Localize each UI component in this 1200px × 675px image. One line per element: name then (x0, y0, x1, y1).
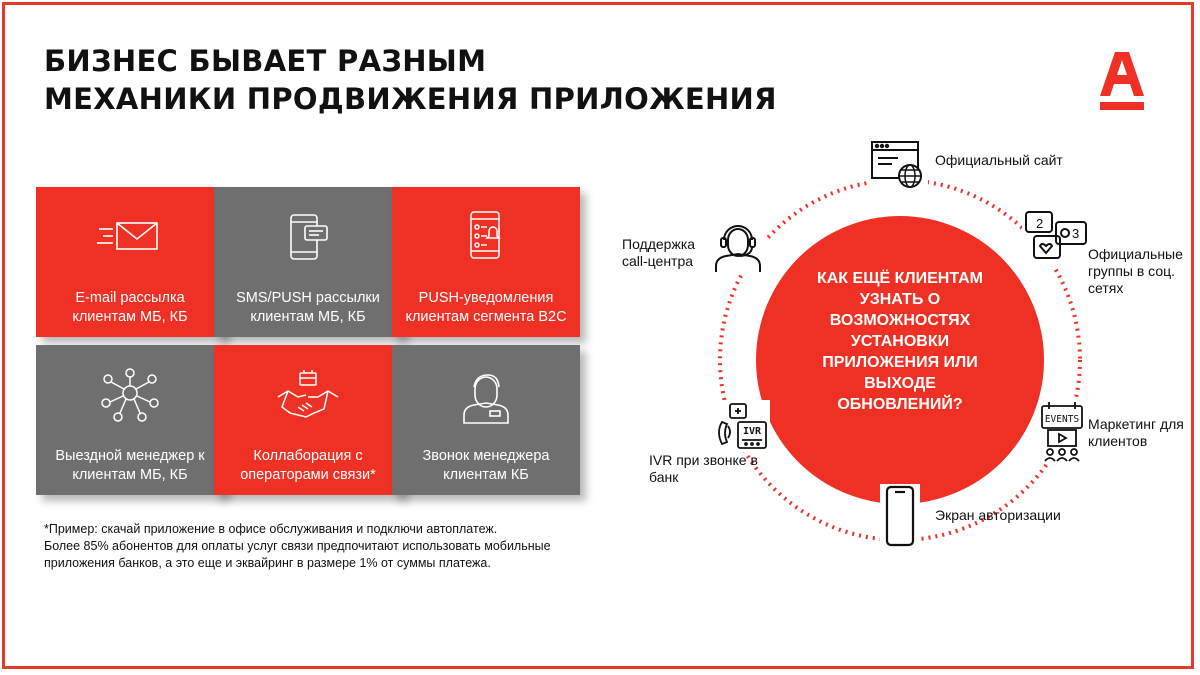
label-social-line-3: сетях (1088, 280, 1124, 296)
label-ivr (649, 452, 758, 486)
manager-icon (461, 369, 511, 425)
tile-label: Выездной менеджер к клиентам МБ, КБ (55, 448, 205, 483)
tile-push-b2c (392, 187, 580, 337)
tile-email (36, 187, 224, 337)
tile-sms-push (214, 187, 402, 337)
badge-1: 2 (1036, 216, 1044, 231)
push-notification-icon (461, 209, 511, 261)
label-marketing-line-2: клиентов (1088, 433, 1148, 449)
ivr-badge: IVR (742, 426, 762, 437)
footnote-line-2: Более 85% абонентов для оплаты услуг связи предпочитают использовать мобильные (44, 539, 551, 553)
label-support (622, 236, 695, 270)
events-badge: EVENTS (1044, 414, 1080, 425)
social-groups-icon (1022, 206, 1090, 266)
email-icon (95, 217, 165, 257)
tile-field-manager (36, 345, 224, 495)
website-icon (868, 138, 928, 190)
label-support-line-2: call-центра (622, 253, 694, 269)
label-ivr-line-1: IVR при звонке в (649, 452, 758, 468)
headset-operator-icon (710, 218, 766, 274)
footnote-line-3: приложения банков, а это еще и эквайринг в размере 1% от суммы платежа. (44, 556, 491, 570)
badge-2: 3 (1072, 226, 1080, 241)
label-marketing (1088, 416, 1184, 450)
tile-manager-call (392, 345, 580, 495)
tile-label: E-mail рассылка клиентам МБ, КБ (72, 290, 188, 325)
tile-label: Коллаборация с операторами связи* (240, 448, 376, 483)
label-auth: Экран авторизации (935, 507, 1061, 523)
label-social-line-1: Официальные (1088, 246, 1183, 262)
tile-label: PUSH-уведомления клиентам сегмента B2C (405, 290, 567, 325)
alfa-bank-logo-icon (1098, 50, 1146, 112)
label-site: Официальный сайт (935, 152, 1063, 168)
network-icon (98, 367, 162, 425)
label-social-line-2: группы в соц. (1088, 263, 1176, 279)
center-question: КАК ЕЩЁ КЛИЕНТАМ УЗНАТЬ О ВОЗМОЖНОСТЯХ УСТАНОВКИ ПРИЛОЖЕНИЯ ИЛИ ВЫХОДЕ ОБНОВЛЕНИЙ? (816, 270, 984, 413)
smartphone-icon (880, 484, 920, 548)
label-ivr-line-2: банк (649, 469, 679, 485)
label-marketing-line-1: Маркетинг для (1088, 416, 1184, 432)
footnote (44, 521, 604, 572)
tile-label: SMS/PUSH рассылки клиентам МБ, КБ (236, 290, 380, 325)
page-title (44, 42, 777, 118)
label-social (1088, 246, 1183, 297)
label-support-line-1: Поддержка (622, 236, 696, 252)
title-line-2: МЕХАНИКИ ПРОДВИЖЕНИЯ ПРИЛОЖЕНИЯ (44, 82, 777, 116)
title-line-1: БИЗНЕС БЫВАЕТ РАЗНЫМ (44, 44, 487, 78)
tile-collaboration (214, 345, 402, 495)
phone-message-icon (283, 212, 333, 262)
ivr-icon (714, 400, 770, 452)
tile-label: Звонок менеджера клиентам КБ (422, 448, 550, 483)
handshake-icon (276, 367, 340, 423)
footnote-line-1: *Пример: скачай приложение в офисе обслуживания и подключи автоплатеж. (44, 522, 498, 536)
events-icon (1040, 400, 1086, 462)
